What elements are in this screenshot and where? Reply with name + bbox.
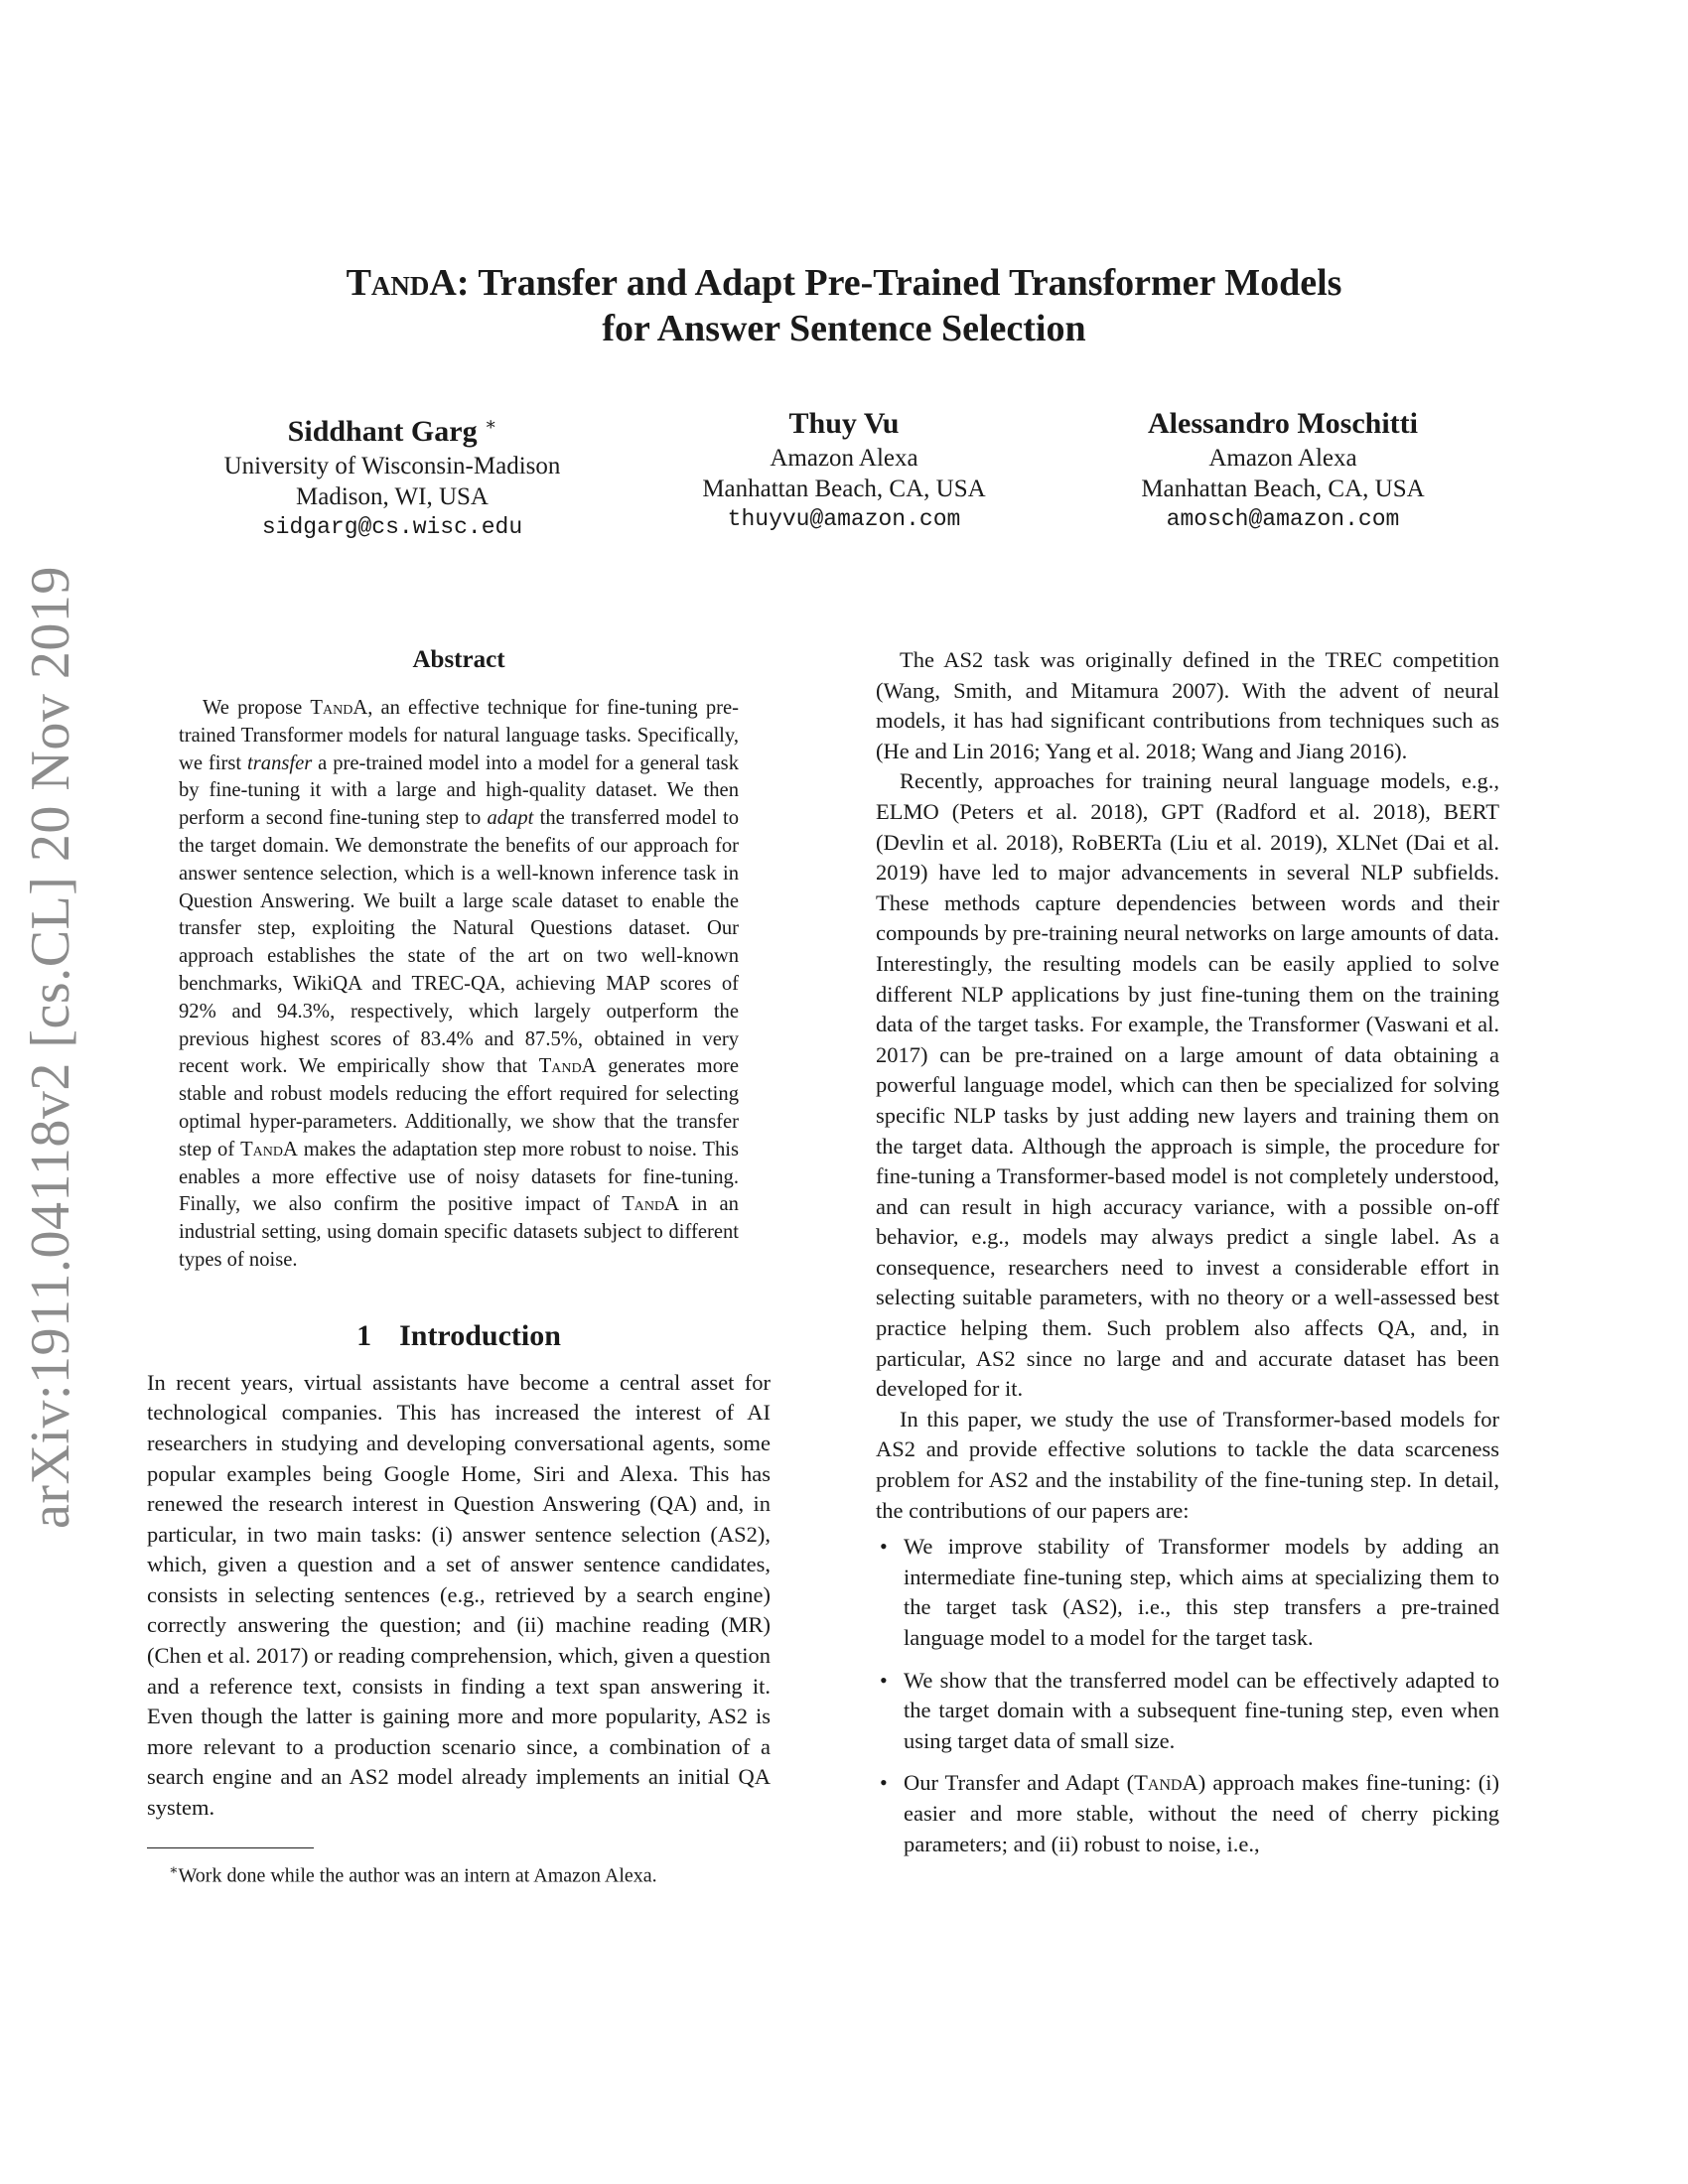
list-item: • Our Transfer and Adapt (TandA) approach makes fine-tuning: (i) easier and more stable, without the need of cherry picking parameters; and (ii) robust to noise, i.e., [880, 1770, 1499, 1856]
author-name: Alessandro Moschitti [1148, 407, 1418, 440]
footnote: ∗Work done while the author was an intern at Amazon Alexa. [169, 1862, 657, 1887]
author-footnote-mark: ∗ [485, 414, 497, 434]
author-block-2 [635, 405, 1053, 535]
author-name: Thuy Vu [788, 407, 900, 440]
author-location: Madison, WI, USA [296, 483, 489, 510]
author-location: Manhattan Beach, CA, USA [1141, 476, 1425, 502]
title-line-1 [199, 260, 1489, 306]
author-name: Siddhant Garg ∗ [287, 414, 497, 448]
introduction-paragraph-1: In recent years, virtual assistants have become a central asset for technological companies. This has increased the interest of AI researchers in studying and developing conversational agents, some popular examples being Google Home, Siri and Alexa. This has renewed the research interest in Question Answering (QA) and, in particular, in two main tasks: (i) answer sentence selection (AS2), which, given a question and a set of answer sentence candidates, consists in selecting sentences (e.g., retrieved by a search engine) correctly answering the question; and (ii) machine reading (MR) (Chen et al. 2017) or reading comprehension, which, given a question and a reference text, consists in finding a text span answering it. Even though the latter is gaining more and more popularity, AS2 is more relevant to a production scenario since, a combination of a search engine and an AS2 model already implements an initial QA system. [147, 1369, 771, 1821]
abstract-text: We propose TandA, an effective technique for fine-tuning pre-trained Transformer models for natural language tasks. Specifically, we first transfer a pre-trained model into a model for a general task by fine-tuning it with a large and high-quality dataset. We then perform a second fine-tuning step to adapt the transferred model to the target domain. We demonstrate the benefits of our approach for answer sentence selection, which is a well-known inference task in Question Answering. We built a large scale dataset to enable the transfer step, exploiting the Natural Questions dataset. Our approach establishes the state of the art on two well-known benchmarks, WikiQA and TREC-QA, achieving MAP scores of 92% and 94.3%, respectively, which largely outperform the previous highest scores of 83.4% and 87.5%, obtained in very recent work. We empirically show that TandA generates more stable and robust models reducing the effort required for selecting optimal hyper-parameters. Additionally, we show that the transfer step of TandA makes the adaptation step more robust to noise. This enables a more effective use of noisy datasets for fine-tuning. Finally, we also confirm the positive impact of TandA in an industrial setting, using domain specific datasets subject to different types of noise. [179, 697, 740, 1271]
bullet-icon: • [880, 1770, 888, 1796]
author-email: amosch@amazon.com [1166, 506, 1400, 532]
author-block-3 [1074, 405, 1491, 535]
contributions-list [876, 1532, 1499, 1859]
title-line-2: for Answer Sentence Selection [602, 308, 1086, 349]
bullet-icon: • [880, 1667, 888, 1693]
title-tanda: TandA [346, 262, 457, 304]
section-number: 1 [356, 1318, 372, 1352]
left-column [147, 645, 771, 1888]
right-paragraph-1: The AS2 task was originally defined in the TREC competition (Wang, Smith, and Mitamura 2007). With the advent of neural models, it has had significant contributions from techniques such as (He and Lin 2016; Yang et al. 2018; Wang and Jiang 2016). [876, 647, 1499, 763]
author-email: sidgarg@cs.wisc.edu [261, 514, 523, 540]
section-heading-introduction [147, 1318, 771, 1354]
author-affiliation: University of Wisconsin-Madison [223, 453, 561, 479]
abstract-heading: Abstract [412, 646, 505, 673]
author-affiliation: Amazon Alexa [770, 445, 918, 472]
right-column [876, 645, 1499, 1871]
author-affiliation: Amazon Alexa [1208, 445, 1357, 472]
section-title-text: Introduction [399, 1318, 561, 1352]
footnote-mark: ∗ [169, 1862, 179, 1878]
right-paragraph-3: In this paper, we study the use of Transformer-based models for AS2 and provide effective solutions to tackle the data scarceness problem for AS2 and the instability of the fine-tuning step. In detail, the contributions of our papers are: [876, 1406, 1499, 1523]
author-block-1 [184, 405, 601, 543]
bullet-icon: • [880, 1534, 888, 1560]
right-paragraph-2: Recently, approaches for training neural language models, e.g., ELMO (Peters et al. 2018), GPT (Radford et al. 2018), BERT (Devlin et al. 2018), RoBERTa (Liu et al. 2019), XLNet (Dai et al. 2019) have led to major advancements in several NLP subfields. These methods capture dependencies between words and their compounds by pre-training neural networks on large amounts of data. Interestingly, the resulting models can be easily applied to solve different NLP applications by just fine-tuning them on the training data of the target tasks. For example, the Transformer (Vaswani et al. 2017) can be pre-trained on a large amount of data obtaining a powerful language model, which can then be specialized for solving specific NLP tasks by just adding new layers and training them on the target data. Although the approach is simple, the procedure for fine-tuning a Transformer-based model is not completely understood, and can result in high accuracy variance, with a possible on-off behavior, e.g., models may always predict a single label. As a consequence, researchers need to invest a considerable effort in selecting suitable parameters, with no theory or a well-assessed best practice helping them. Such problem also affects QA, and, in particular, AS2 since no large and and accurate dataset has been developed for it. [876, 768, 1499, 1402]
author-location: Manhattan Beach, CA, USA [702, 476, 986, 502]
footnote-divider [147, 1847, 314, 1848]
title-line-1-text: : Transfer and Adapt Pre-Trained Transformer Models [456, 262, 1342, 304]
list-item: • We show that the transferred model can be effectively adapted to the target domain with a subsequent fine-tuning step, even when using target data of small size. [880, 1667, 1499, 1753]
arxiv-identifier-stamp: arXiv:1911.04118v2 [cs.CL] 20 Nov 2019 [20, 566, 81, 1529]
paper-title [199, 260, 1489, 351]
author-email: thuyvu@amazon.com [727, 506, 961, 532]
list-item: • We improve stability of Transformer models by adding an intermediate fine-tuning step, which aims at specializing them to the target task (AS2), i.e., this step transfers a pre-trained language model to a model for the target task. [880, 1534, 1499, 1650]
